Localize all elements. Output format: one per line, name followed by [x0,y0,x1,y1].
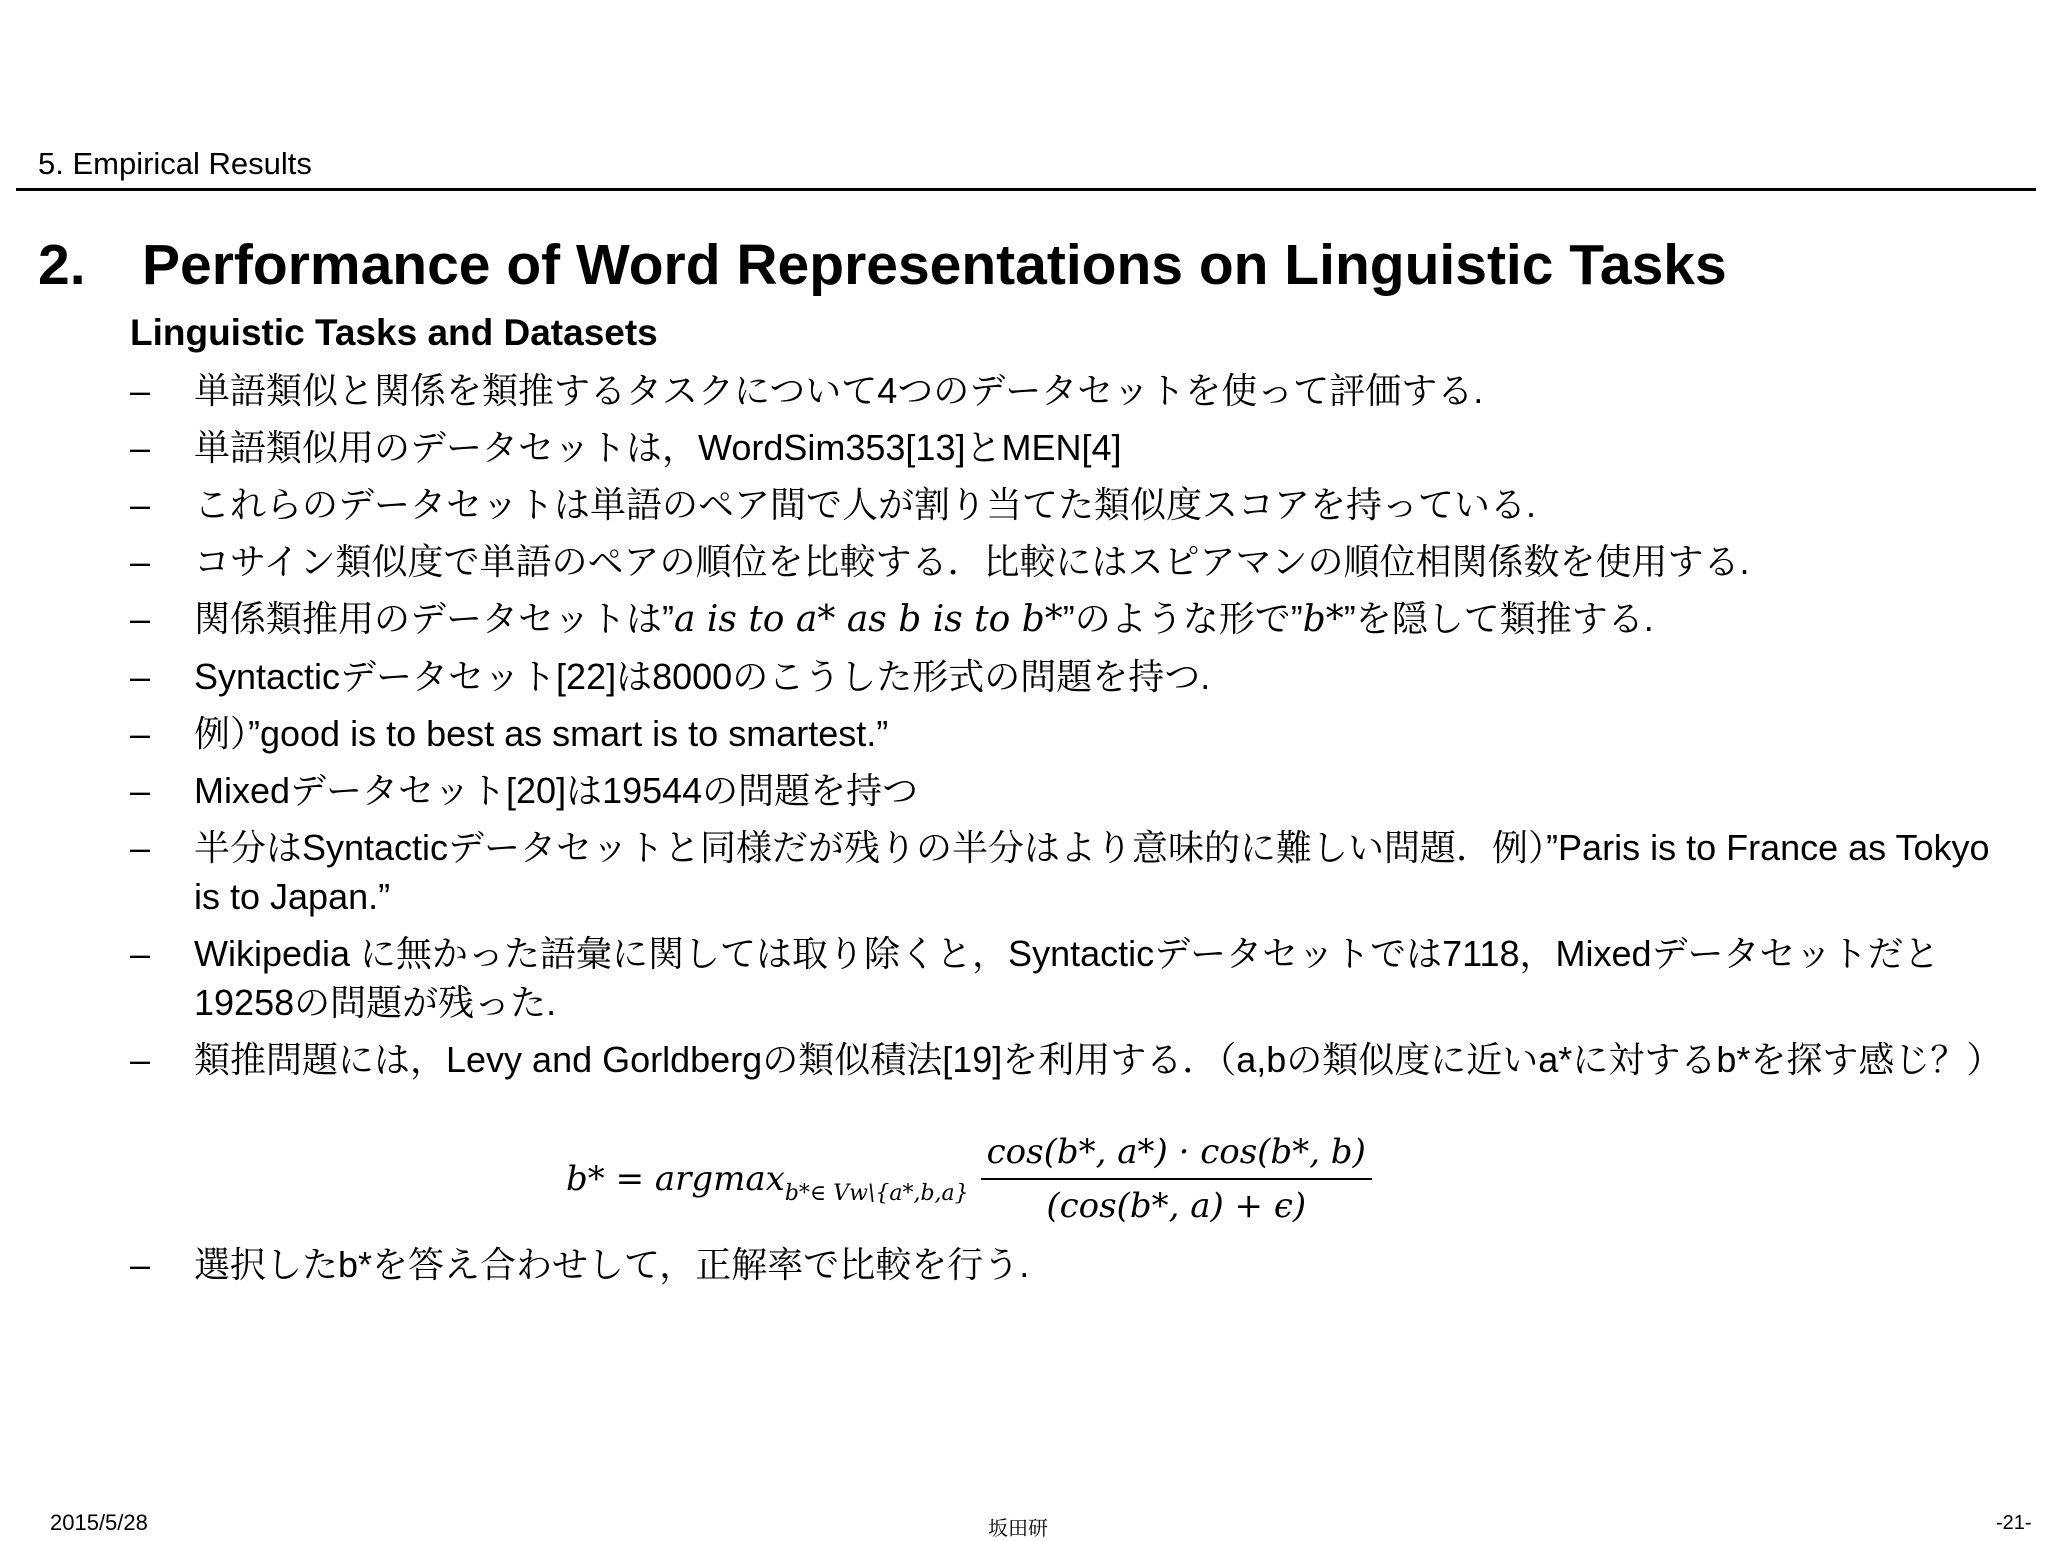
bullet-text-post: ”を隠して類推する. [1343,598,1654,639]
bullet-dash: – [130,827,151,868]
bullet-dash: – [130,933,151,974]
bullet-item [130,423,2010,472]
bullet-math-analogy: a is to a* as b is to b* [674,599,1063,640]
title-text: Performance of Word Representations on Linguistic Tasks [142,233,1727,297]
page-number: -21- [1996,1512,2032,1534]
formula-fraction [981,1132,1372,1226]
bullet-item [130,1035,2010,1084]
bullet-math-target: b* [1302,599,1344,640]
section-label: 5. Empirical Results [38,146,312,181]
bullet-text-mid: ”のような形で” [1062,598,1303,639]
argmax-formula [566,1132,1372,1226]
bullet-text: 選択したb*を答え合わせして，正解率で比較を行う. [194,1244,1030,1285]
slide-subtitle: Linguistic Tasks and Datasets [130,312,658,353]
formula-denominator: (cos(b*, a) + ϵ) [1046,1186,1307,1226]
formula-lhs: b* = argmax [566,1159,785,1199]
bullet-text: Wikipedia に無かった語彙に関しては取り除くと，Syntacticデータセットでは7118，Mixedデータセットだと19258の問題が残った. [194,933,1940,1023]
bullet-text: 類推問題には，Levy and Gorldbergの類似積法[19]を利用する．（a,bの類似度に近いa*に対するb*を探す感じ？） [194,1039,2003,1080]
bullet-dash: – [130,370,151,411]
footer-lab: 坂田研 [988,1518,1048,1540]
bullet-text: 半分はSyntacticデータセットと同様だが残りの半分はより意味的に難しい問題．例）”Paris is to France as Tokyo is to Japan.” [194,827,1990,917]
bullet-text: 例）”good is to best as smart is to smartest.” [194,713,889,754]
footer-date: 2015/5/28 [50,1510,148,1535]
bullet-dash: – [130,1244,151,1285]
bullet-item [130,652,2010,701]
bullet-item [130,480,2010,529]
bullet-list [130,366,2010,1092]
bullet-text: コサイン類似度で単語のペアの順位を比較する．比較にはスピアマンの順位相関係数を使用する. [194,541,1750,582]
bullet-text: Mixedデータセット[20]は19544の問題を持つ [194,770,919,811]
bullet-text: Syntacticデータセット[22]は8000のこうした形式の問題を持つ. [194,656,1211,697]
formula-numerator: cos(b*, a*) · cos(b*, b) [981,1132,1372,1180]
slide-title [38,232,1727,298]
bullet-item [130,366,2010,415]
bullet-item [130,823,2010,921]
bullet-list-final [130,1240,2010,1297]
bullet-dash: – [130,656,151,697]
bullet-item [130,766,2010,815]
bullet-dash: – [130,541,151,582]
title-number: 2. [38,233,86,297]
bullet-text-pre: 関係類推用のデータセットは” [194,598,674,639]
bullet-dash: – [130,598,151,639]
bullet-item [130,709,2010,758]
formula-subscript: b*∈ Vw\{a*,b,a} [784,1180,969,1206]
bullet-item [130,594,2010,644]
bullet-item [130,929,2010,1027]
bullet-text: 単語類似用のデータセットは，WordSim353[13]とMEN[4] [194,427,1122,468]
bullet-item [130,537,2010,586]
bullet-dash: – [130,770,151,811]
bullet-dash: – [130,484,151,525]
bullet-item [130,1240,2010,1289]
bullet-dash: – [130,427,151,468]
header-rule [16,188,2036,191]
bullet-text: 単語類似と関係を類推するタスクについて4つのデータセットを使って評価する. [194,370,1484,411]
bullet-dash: – [130,1039,151,1080]
bullet-dash: – [130,713,151,754]
bullet-text: これらのデータセットは単語のペア間で人が割り当てた類似度スコアを持っている. [194,484,1537,525]
